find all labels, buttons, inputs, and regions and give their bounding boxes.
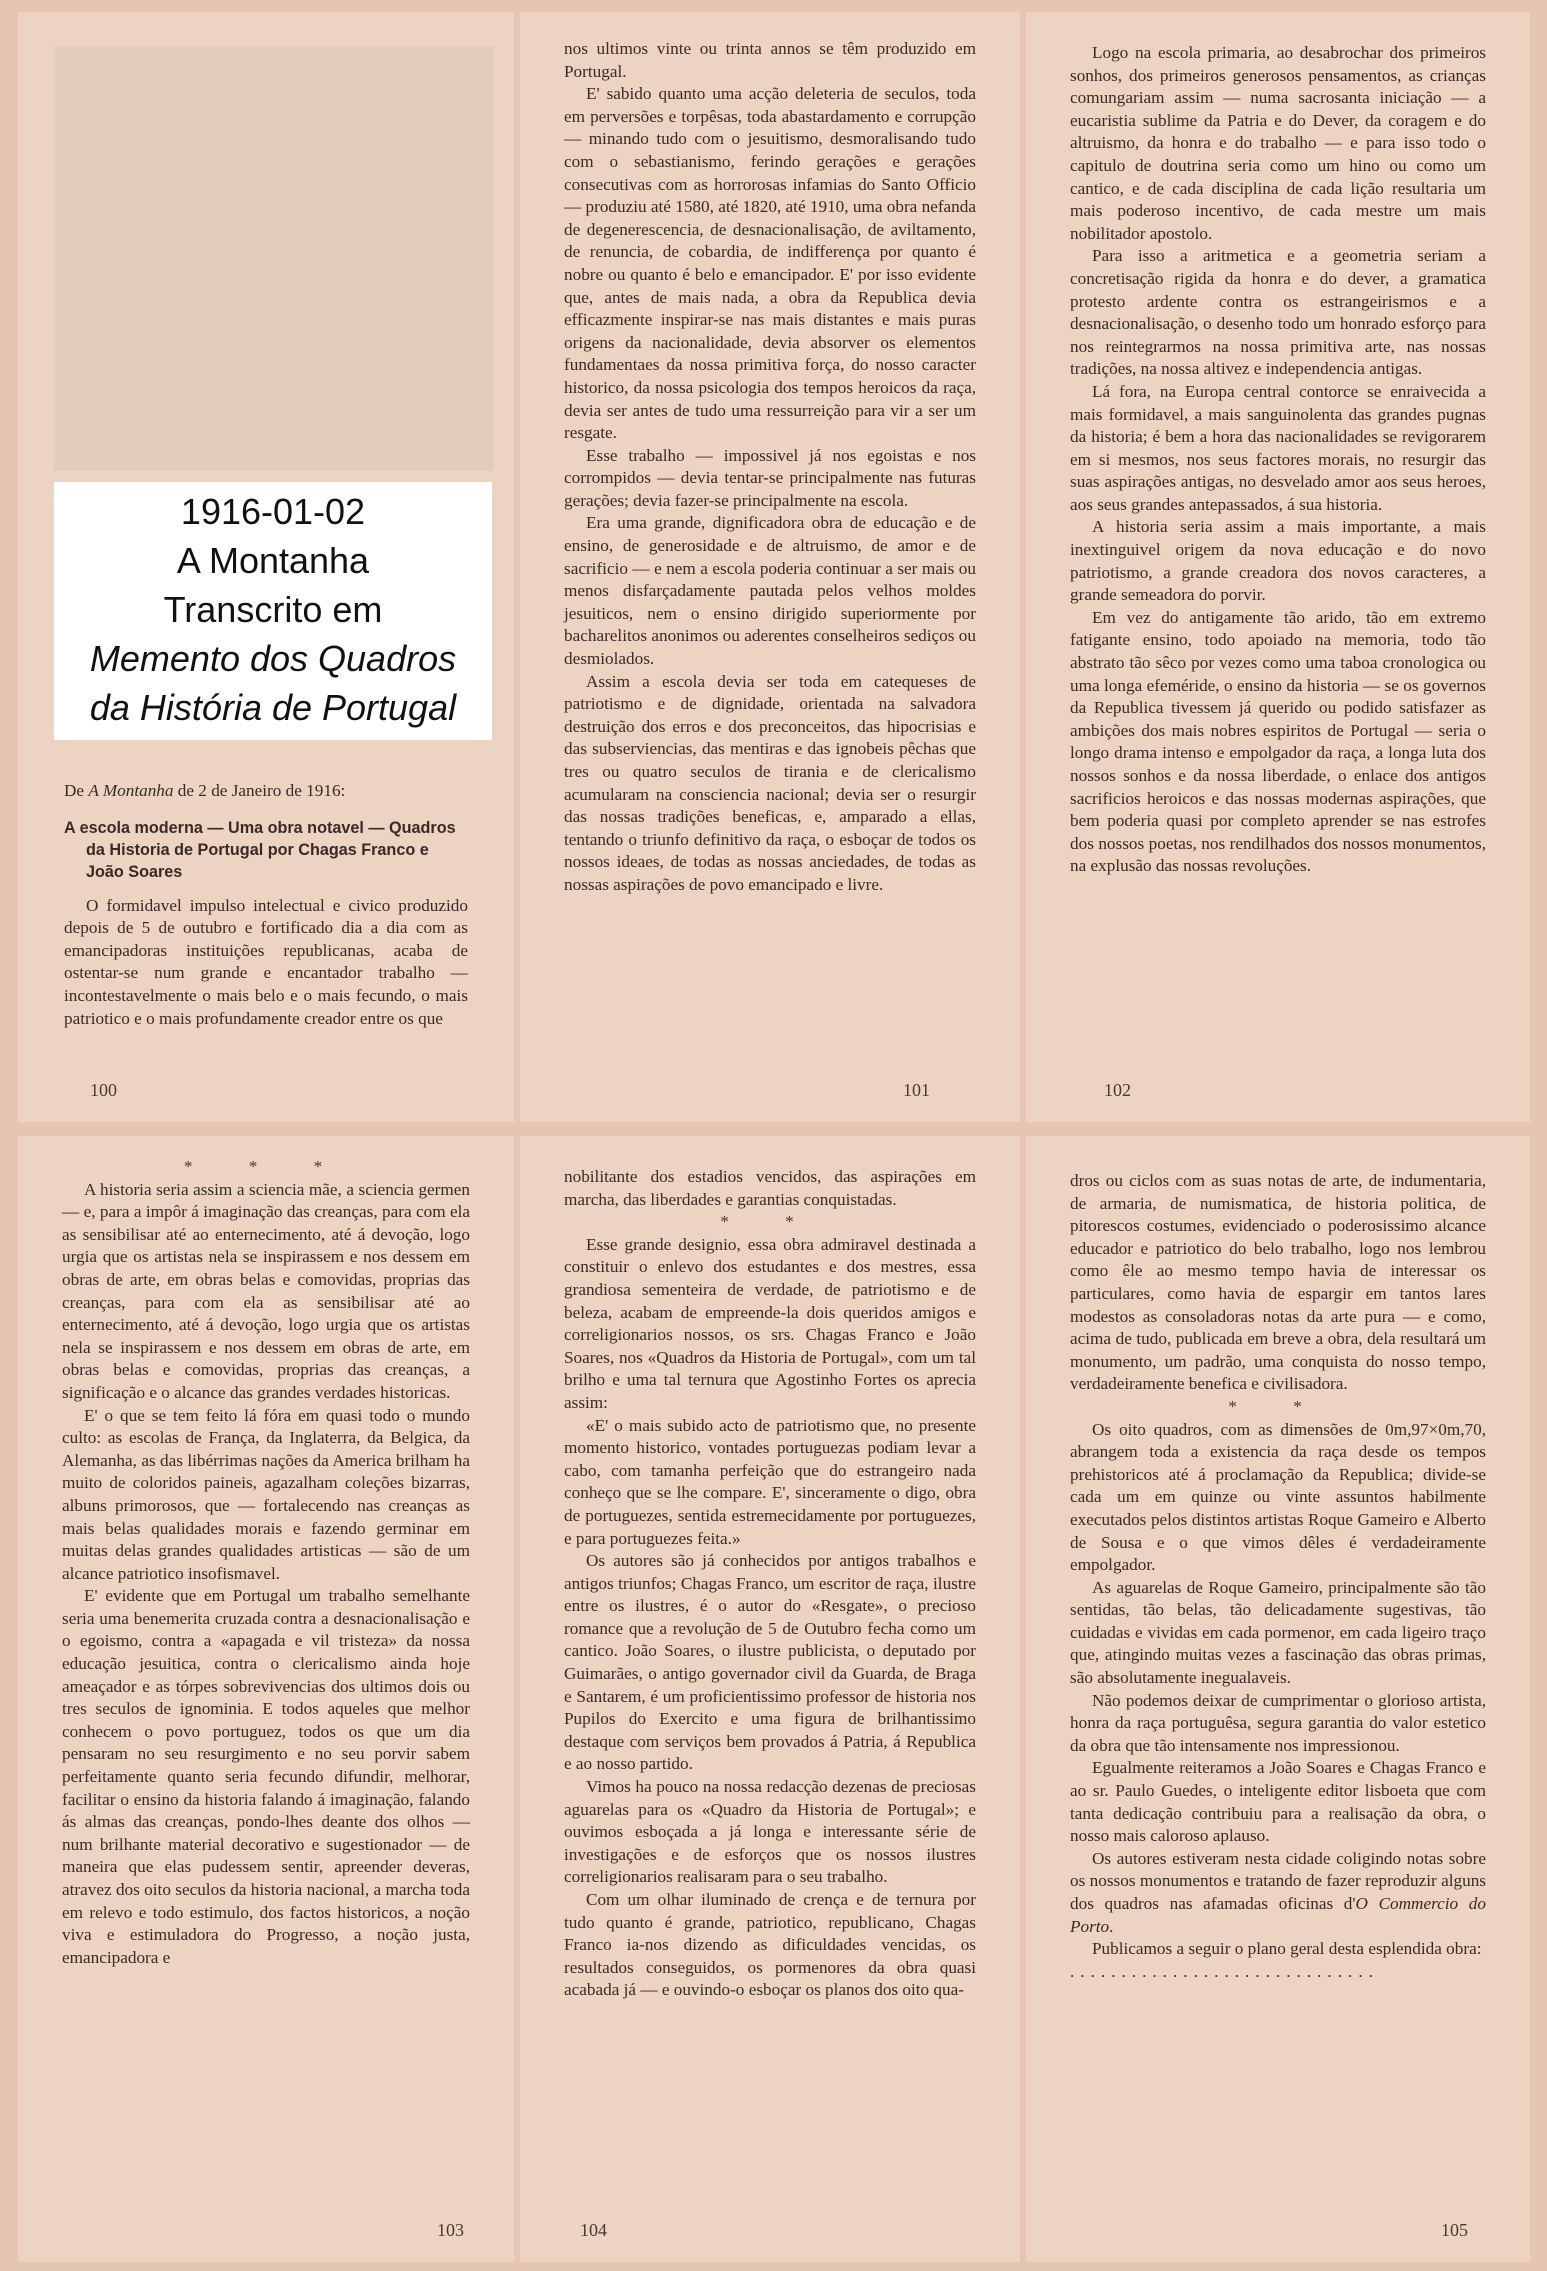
page-number: 103 [437, 2220, 464, 2241]
paragraph: Os autores estiveram nesta cidade coligindo notas sobre os nossos monumentos e tratando de fazer reproduzir alguns dos quadros nas afamadas oficinas d'O Commercio do Porto. [1070, 1848, 1486, 1936]
paragraph: Os oito quadros, com as dimensões de 0m,97×0m,70, abrangem toda a existencia da raça desde os tempos prehistoricos até á proclamação da Republica; divide-se cada um em quinze ou vinte assuntos habilmente executados pelos distintos artistas Roque Gameiro e Alberto de Sousa e o que vimos dêles é verdadeiramente empolgador. [1070, 1419, 1486, 1575]
newspaper-name: A Montanha [88, 781, 174, 800]
paragraph: Lá fora, na Europa central contorce se enraivecida a mais formidavel, a mais sanguinolenta das grandes pugnas da historia; é bem a hora das nacionalidades se revigorarem em si mesmos, nos seus factores morais, no resurgir das suas aspirações antigas, no desvelado amor aos seus heroes, aos seus grandes antepassados, á sua historia. [1070, 381, 1486, 514]
paragraph: Egualmente reiteramos a João Soares e Chagas Franco e ao sr. Paulo Guedes, o inteligente editor lisboeta que com tanta dedicação contribuiu para a realisação da obra, o nosso mais caloroso aplauso. [1070, 1758, 1486, 1846]
paragraph: E' o que se tem feito lá fóra em quasi todo o mundo culto: as escolas de França, da Inglaterra, da Belgica, da Alemanha, as das libérrimas nações da America brilham ha muito de coloridos paineis, agazalham coleções bizarras, albuns primorosos, que — fortalecendo nas creanças as mais belas qualidades morais e fazendo germinar em muitas delas grandes qualidades artisticas — são de um alcance patriotico insofismavel. [62, 1405, 470, 1583]
paragraph: Com um olhar iluminado de crença e de ternura por tudo quanto é grande, patriotico, republicano, Chagas Franco ia-nos dizendo as dificuldades vencidas, os resultados conseguidos, os pormenores da obra quasi acabada já — e ouvindo-o esboçar os planos dos oito qua- [564, 1890, 976, 2000]
paragraph: Assim a escola devia ser toda em catequeses de patriotismo e de dignidade, orientada na salvadora destruição dos erros e dos preconceitos, das hipocrisias e das subserviencias, das mentiras e das ignobeis pêchas que tres ou quatro seculos de tirania e de clericalismo acumularam na consciencia nacional; devia ser o resurgir das nossas tradições beneficas, e, amparado a ellas, tentando o triunfo definitivo da raça, o esboçar de todos os nossos ideaes, de todas as nossas anciedades, de todas as nossas aspirações de povo emancipado e livre. [564, 671, 976, 894]
label-date: 1916-01-02 [180, 491, 366, 532]
paragraph: Esse grande designio, essa obra admiravel destinada a constituir o enlevo dos estudantes e dos mestres, essa grandiosa sementeira de verdade, de patriotismo e de beleza, acabam de empreende-la dois queridos amigos e correligionarios nossos, os srs. Chagas Franco e João Soares, nos «Quadros da Historia de Portugal», com um tal brilho e uma tal ternura que Agostinho Fortes os aprecia assim: [564, 1234, 976, 1412]
paragraph: Para isso a aritmetica e a geometria seriam a concretisação rigida da honra e do dever, a gramatica protesto ardente contra os estrangeirismos e a desnacionalisação, o desenho todo um honrado esforço para nos reintegrarmos na nossa primitiva arte, nas nossas tradições, na nossa altivez e independencia antigas. [1070, 246, 1486, 379]
caption-label [54, 482, 492, 740]
newspaper-name: O Commercio do Porto [1070, 1894, 1486, 1936]
blank-image-area [54, 46, 494, 471]
page-number: 102 [1104, 1080, 1131, 1101]
label-book-line1: Memento dos Quadros [89, 638, 457, 679]
page-102 [1026, 12, 1530, 1122]
page-104 [520, 1136, 1020, 2262]
page-101 [520, 12, 1020, 1122]
page-103 [18, 1136, 514, 2262]
page-105 [1026, 1136, 1530, 2262]
section-stars: * * [1228, 1396, 1328, 1416]
page-number: 100 [90, 1080, 117, 1101]
paragraph: nos ultimos vinte ou trinta annos se têm produzido em Portugal. [564, 39, 976, 81]
page-100 [18, 12, 514, 1122]
label-transcribed: Transcrito em [163, 589, 383, 630]
paragraph: nobilitante dos estadios vencidos, das aspirações em marcha, das liberdades e garantias conquistadas. [564, 1167, 976, 1209]
article-headline: A escola moderna — Uma obra notavel — Quadros da Historia de Portugal por Chagas Franco e João Soares [64, 818, 456, 881]
paragraph: Logo na escola primaria, ao desabrochar dos primeiros sonhos, dos primeiros generosos pensamentos, as crianças comungariam assim — numa sacrosanta iniciação — a eucaristia sublime da Patria e do Dever, da coragem e do altruismo, da honra e do trabalho — e para isso todo o capitulo de doutrina seria como um hino ou como um cantico, e de cada disciplina de cada lição resultaria um mais poderoso incentivo, de cada mestre um mais nobilitador apostolo. [1070, 43, 1486, 243]
paragraph: dros ou ciclos com as suas notas de arte, de indumentaria, de armaria, de numismatica, de historia politica, de pitorescos costumes, evidenciado o poderosissimo alcance educador e patriotico do belo trabalho, logo nos lembrou como êle ao mesmo tempo havia de interessar os particulares, como havia de espargir em tantos lares modestos as consoladoras notas da arte pura — e como, acima de tudo, publicada em breve a obra, dela resultará um monumento, um padrão, uma conquista do nosso tempo, verdadeiramente benefica e civilisadora. [1070, 1171, 1486, 1394]
paragraph: Em vez do antigamente tão arido, tão em extremo fatigante ensino, todo apoiado na memoria, todo tão abstrato tão sêco por vezes como uma taboa cronologica ou uma longa efeméride, o ensino da historia — se os governos da Republica tivessem já querido ou podido satisfazer as ambições dos mais nobres espiritos de Portugal — seria o longo drama intenso e empolgador da raça, a longa luta dos nossos sonhos e da nossa liberdade, o enlace dos antigos sacrificios heroicos e das nossas modernas aspirações, que bem poderia quasi por completo aprender se nas estrofes dos nossos poetas, nos rendilhados dos nossos monumentos, na explusão das nossas revoluções. [1070, 607, 1486, 876]
paragraph: Os autores são já conhecidos por antigos trabalhos e antigos triunfos; Chagas Franco, um escritor de raça, ilustre entre os ilustres, é o autor do «Resgate», o precioso romance que a revolução de 5 de Outubro fecha como um cantico. João Soares, o ilustre publicista, o deputado por Guimarães, o antigo governador civil da Guarda, de Braga e Santarem, é um proficientissimo professor de historia nos Pupilos do Exercito e uma figura de brilhantissimo destaque com serviços bem provados á Patria, á Republica e ao nosso partido. [564, 1551, 976, 1774]
paragraph: Publicamos a seguir o plano geral desta esplendida obra: [1092, 1939, 1482, 1959]
section-stars: * * * [183, 1157, 349, 1176]
paragraph: A historia seria assim a mais importante, a mais inextinguivel origem da nova educação e do novo patriotismo, a grande creadora dos novos caracteres, a grande semeadora do porvir. [1070, 517, 1486, 605]
intro-line: De A Montanha de 2 de Janeiro de 1916: [64, 781, 346, 800]
page-number: 104 [580, 2220, 607, 2241]
page-number: 105 [1441, 2220, 1468, 2241]
paragraph: O formidavel impulso intelectual e civico produzido depois de 5 de outubro e fortificado dia a dia com as emancipadoras instituições republicanas, acaba de ostentar-se num grande e encantador trabalho — incontestavelmente o mais belo e o mais fecundo, o mais patriotico e o mais profundamente creador entre os que [64, 895, 468, 1028]
ellipsis-line: .............................. [1070, 1961, 1379, 1981]
paragraph: E' sabido quanto uma acção deleteria de seculos, toda em perversões e torpêsas, toda abastardamento e corrupção — minando tudo com o jesuitismo, desmoralisando tudo com o sebastianismo, ferindo gerações e gerações consecutivas com as horrorosas infamias do Santo Officio — produziu até 1580, até 1820, até 1910, uma obra nefanda de degenerescencia, de desnacionalisação, de aviltamento, de renuncia, de cobardia, de indifferença por quanto é nobre ou quanto é belo e emancipador. E' por isso evidente que, antes de mais nada, a obra da Republica devia efficazmente inspirar-se nas mais distantes e mais puras origens da nacionalidade, devia absorver os elementos fundamentaes da nossa primitiva força, do nosso caracter historico, da nossa psicologia dos tempos heroicos da raça, devia ser antes de tudo uma ressurreição para vir a ser um resgate. [564, 84, 976, 443]
paragraph: Era uma grande, dignificadora obra de educação e de ensino, de generosidade e de altruismo, de amor e de sacrificio — e nem a escola poderia continuar a ser mais ou menos disfarçadamente pautada pelos velhos moldes jesuiticos, nem o ensino dirigido superiormente por bacharelitos anonimos ou aderentes conselheiros sediços ou desmiolados. [564, 513, 976, 669]
paragraph: Não podemos deixar de cumprimentar o glorioso artista, honra da raça portuguêsa, segura garantia do valor estetico da obra que tão intensamente nos impressionou. [1070, 1690, 1486, 1755]
section-stars: * * [720, 1212, 820, 1232]
paragraph: E' evidente que em Portugal um trabalho semelhante seria uma benemerita cruzada contra a desnacionalisação e o egoismo, contra a «apagada e vil tristeza» da nossa educação jesuitica, contra o clericalismo ainda hoje ameaçador e as tórpes sobrevivencias dos ultimos dois ou tres seculos de ignominia. E todos aqueles que melhor conhecem o povo portuguez, todos os que um dia pensaram no seu resurgimento e no seu porvir sabem perfeitamente quanto seria fecundo difundir, melhorar, facilitar o ensino da historia falando á imaginação, falando ás almas das creanças, pondo-lhes deante dos olhos — num brilhante material decorativo e sugestionador — de maneira que elas pudessem sentir, apreender deveras, atravez dos oito seculos da historia nacional, a marcha toda em relevo e todo estimulo, dos factos historicos, a noção viva e estimuladora do Progresso, a noção justa, emancipadora e [62, 1586, 470, 1967]
paragraph: «E' o mais subido acto de patriotismo que, no presente momento historico, vontades portuguezas podiam levar a cabo, com tamanha perfeição que do estrangeiro nada conheço que se lhe compare. E', sinceramente o digo, obra de portuguezes, sentida estremecidamente por portuguezes, e para portuguezes feita.» [564, 1415, 976, 1548]
paragraph: Esse trabalho — impossivel já nos egoistas e nos corrompidos — devia tentar-se principalmente nas futuras gerações; devia fazer-se principalmente na escola. [564, 445, 976, 510]
label-book-line2: da História de Portugal [89, 687, 457, 728]
page-number: 101 [903, 1080, 930, 1101]
paragraph: A historia seria assim a sciencia mãe, a sciencia germen — e, para a impôr á imaginação das creanças, para com ela as sensibilisar até ao enternecimento, até á devoção, logo urgia que os artistas nela se inspirassem e nos dessem em obras de arte, em obras belas e comovidas, proprias das creanças, para com ela as sensibilisar até ao enternecimento, até á devoção, logo urgia que os artistas nela se inspirassem e nos dessem em obras de arte, em obras belas e comovidas, proprias das creanças, a significação e o alcance das grandes verdades historicas. [62, 1179, 470, 1402]
paragraph: As aguarelas de Roque Gameiro, principalmente são tão sentidas, tão belas, tão delicadamente sugestivas, tão cuidadas e vividas em cada pormenor, em cada ligeiro traço que, atingindo muitas vezes a fascinação das obras primas, são absolutamente inegualaveis. [1070, 1577, 1486, 1688]
label-source: A Montanha [176, 540, 370, 581]
paragraph: Vimos ha pouco na nossa redacção dezenas de preciosas aguarelas para os «Quadro da Historia de Portugal»; e ouvimos esboçada a já longa e interessante série de investigações e de esforços que os nossos ilustres correligionarios realisaram para o seu trabalho. [564, 1777, 976, 1887]
